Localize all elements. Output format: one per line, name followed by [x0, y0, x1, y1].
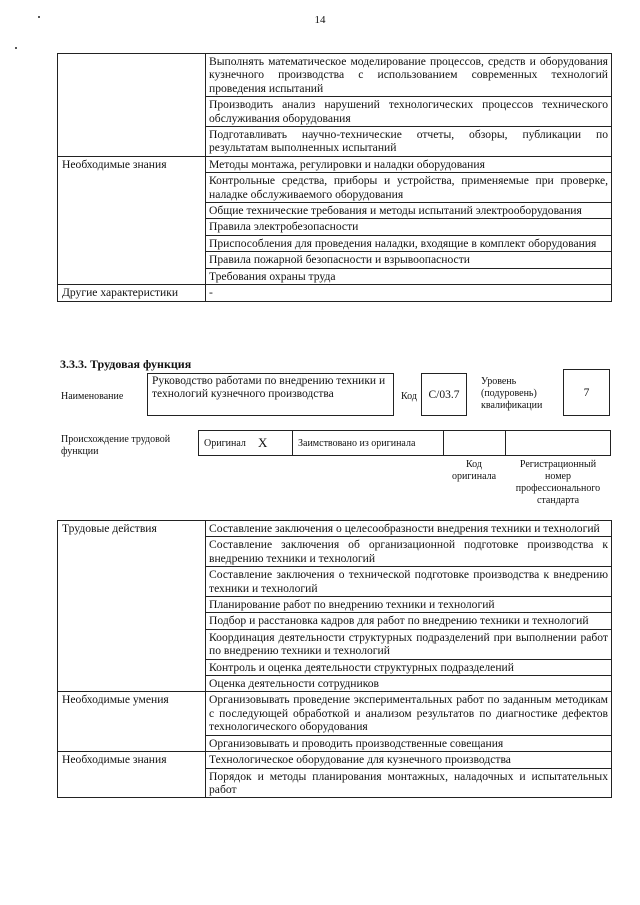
row-item: Составление заключения о целесообразности внедрения техники и технологий	[206, 521, 612, 537]
section-title: 3.3.3. Трудовая функция	[60, 357, 192, 371]
skills-table-continued	[57, 53, 612, 302]
function-name-value: Руководство работами по внедрению техники и технологий кузнечного производства	[152, 375, 386, 400]
name-label: Наименование	[61, 391, 124, 402]
level-label: Уровень (подуровень) квалификации	[481, 376, 543, 411]
row-item: Приспособления для проведения наладки, входящие в комплект оборудования	[206, 235, 612, 251]
reg-caption: Регистрационный номер профессионального стандарта	[515, 459, 601, 506]
row-label: Другие характеристики	[58, 285, 206, 301]
function-name-box	[147, 373, 394, 416]
table-row	[58, 692, 612, 735]
row-item: Подбор и расстановка кадров для работ по внедрению техники и технологий	[206, 613, 612, 629]
row-item: Планирование работ по внедрению техники и технологий	[206, 597, 612, 613]
row-item: Производить анализ нарушений технологических процессов технического обслуживания оборудования	[206, 97, 612, 127]
table-row	[58, 521, 612, 537]
row-item: Технологическое оборудование для кузнечного производства	[206, 752, 612, 768]
row-item: Контрольные средства, приборы и устройства, применяемые при проверке, наладке обслуживаемого оборудования	[206, 173, 612, 203]
row-item: Общие технические требования и методы испытаний электрооборудования	[206, 203, 612, 219]
labor-function-table	[57, 520, 612, 798]
code-box	[421, 373, 467, 416]
level-value: 7	[583, 387, 590, 399]
code-label: Код	[401, 391, 417, 402]
level-box	[563, 369, 610, 416]
table-row	[58, 285, 612, 301]
row-item: Порядок и методы планирования монтажных, наладочных и испытательных работ	[206, 768, 612, 798]
original-label: Оригинал	[204, 438, 246, 449]
row-item: -	[206, 285, 612, 301]
row-item: Выполнять математическое моделирование процессов, средств и оборудования кузнечного производства с использованием современных технологий проведения испытаний	[206, 54, 612, 97]
row-item: Организовывать и проводить производственные совещания	[206, 735, 612, 751]
table-row	[58, 752, 612, 768]
row-label: Необходимые знания	[58, 752, 206, 798]
row-label: Необходимые умения	[58, 692, 206, 752]
origin-label: Происхождение трудовой функции	[61, 434, 171, 457]
row-label	[58, 54, 206, 157]
row-item: Составление заключения об организационной подготовке производства к внедрению техники и технологий	[206, 537, 612, 567]
origin-divider	[292, 430, 293, 456]
row-item: Контроль и оценка деятельности структурных подразделений	[206, 659, 612, 675]
code-caption: Код оригинала	[451, 459, 497, 482]
row-item: Правила пожарной безопасности и взрывоопасности	[206, 252, 612, 268]
scan-speck	[38, 16, 40, 18]
page-number: 14	[314, 14, 326, 26]
row-item: Организовывать проведение экспериментальных работ по заданным методикам с последующей обработкой и анализом результатов по диагностике дефектов технологического оборудования	[206, 692, 612, 735]
row-item: Методы монтажа, регулировки и наладки оборудования	[206, 156, 612, 172]
table-row	[58, 156, 612, 172]
origin-divider	[505, 430, 506, 456]
row-item: Правила электробезопасности	[206, 219, 612, 235]
original-mark: X	[258, 435, 268, 450]
row-label: Трудовые действия	[58, 521, 206, 692]
row-item: Подготавливать научно-технические отчеты, обзоры, публикации по результатам выполненных испытаний	[206, 127, 612, 157]
row-label: Необходимые знания	[58, 156, 206, 284]
row-item: Оценка деятельности сотрудников	[206, 676, 612, 692]
row-item: Координация деятельности структурных подразделений при выполнении работ по внедрению техники и технологий	[206, 629, 612, 659]
code-value: C/03.7	[428, 389, 460, 401]
origin-divider	[443, 430, 444, 456]
scan-speck	[15, 47, 17, 49]
row-item: Требования охраны труда	[206, 268, 612, 284]
table-row	[58, 54, 612, 97]
borrowed-label: Заимствовано из оригинала	[298, 438, 416, 449]
row-item: Составление заключения о технической подготовке производства к внедрению техники и технологий	[206, 567, 612, 597]
